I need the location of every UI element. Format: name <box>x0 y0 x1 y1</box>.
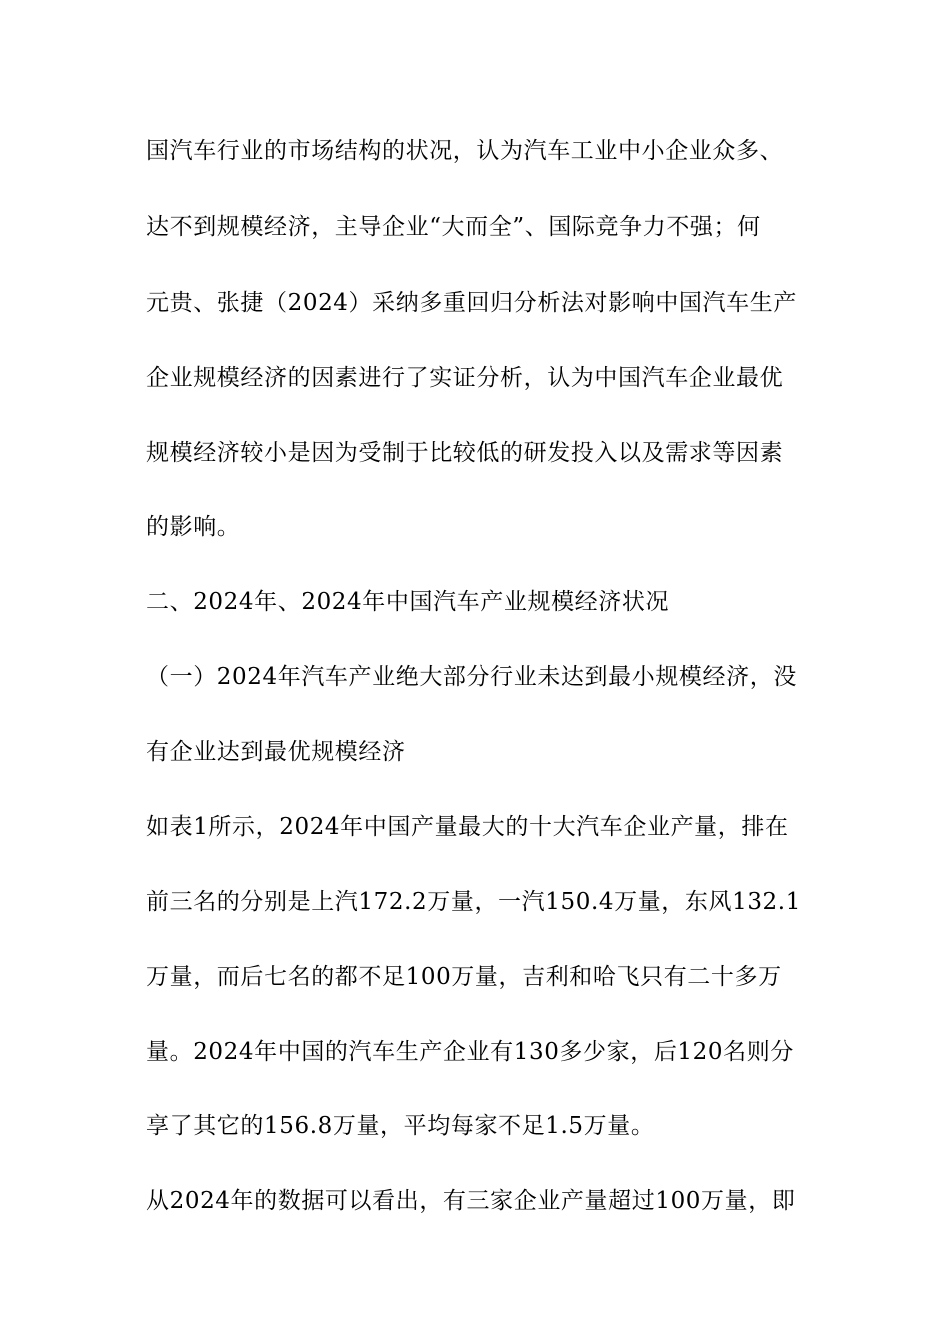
paragraph-line: 万量，而后七名的都不足100万量，吉利和哈飞只有二十多万 <box>146 964 782 990</box>
paragraph-line: 从2024年的数据可以看出，有三家企业产量超过100万量，即 <box>146 1188 796 1214</box>
paragraph-line: 国汽车行业的市场结构的状况，认为汽车工业中小企业众多、 <box>146 138 784 164</box>
paragraph-line: 达不到规模经济，主导企业“大而全”、国际竞争力不强；何 <box>146 214 761 240</box>
paragraph-line: 量。2024年中国的汽车生产企业有130多少家，后120名则分 <box>146 1039 794 1065</box>
paragraph-line: 元贵、张捷（2024）采纳多重回归分析法对影响中国汽车生产 <box>146 290 797 316</box>
subsection-heading: （一）2024年汽车产业绝大部分行业未达到最小规模经济，没 <box>146 664 797 690</box>
paragraph-line: 的影响。 <box>146 514 241 540</box>
paragraph-line: 规模经济较小是因为受制于比较低的研发投入以及需求等因素 <box>146 440 784 466</box>
paragraph-line: 前三名的分别是上汽172.2万量，一汽150.4万量，东风132.1 <box>146 889 801 915</box>
subsection-heading-continued: 有企业达到最优规模经济 <box>146 739 406 765</box>
section-heading: 二、2024年、2024年中国汽车产业规模经济状况 <box>146 589 670 615</box>
paragraph-line: 如表1所示，2024年中国产量最大的十大汽车企业产量，排在 <box>146 814 789 840</box>
paragraph-line: 企业规模经济的因素进行了实证分析，认为中国汽车企业最优 <box>146 365 784 391</box>
paragraph-line: 享了其它的156.8万量，平均每家不足1.5万量。 <box>146 1113 655 1139</box>
